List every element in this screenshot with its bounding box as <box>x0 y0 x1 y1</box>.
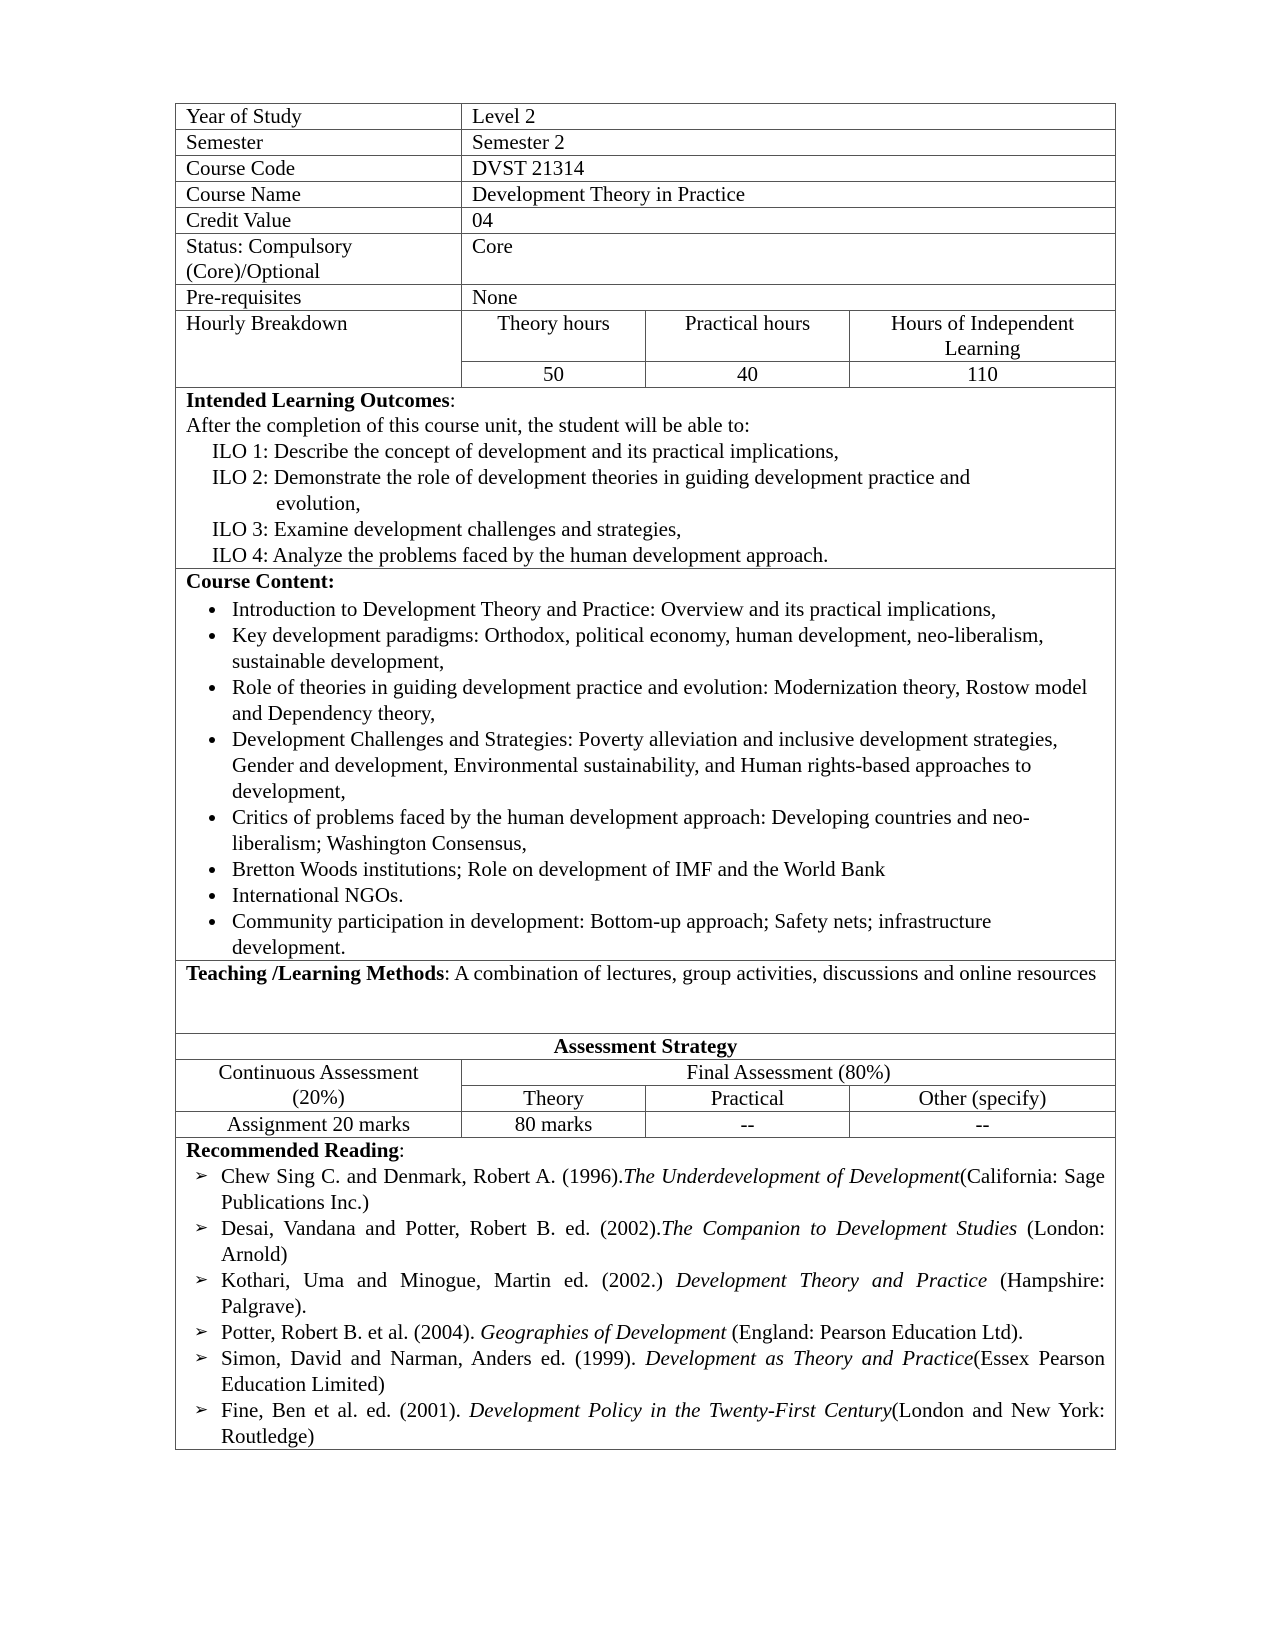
value-practical-hours: 40 <box>646 362 850 388</box>
label-status-line2: (Core)/Optional <box>186 259 321 283</box>
ilo-item: ILO 3: Examine development challenges and strategies, <box>212 517 682 541</box>
label-prereq: Pre-requisites <box>176 285 462 311</box>
arrow-bullet-icon: ➢ <box>194 1270 209 1290</box>
arrow-bullet-icon: ➢ <box>194 1400 209 1420</box>
value-code: DVST 21314 <box>462 156 1116 182</box>
label-hourly: Hourly Breakdown <box>176 311 462 388</box>
label-semester: Semester <box>176 130 462 156</box>
final-theory-value: 80 marks <box>462 1112 646 1138</box>
value-theory-hours: 50 <box>462 362 646 388</box>
list-item: • Role of theories in guiding development practice and evolution: Modernization theory, Rostow model and Dependency theory, <box>228 674 1105 726</box>
value-independent-hours: 110 <box>850 362 1116 388</box>
row-assessment-headers <box>176 1060 1116 1086</box>
continuous-assessment-line1: Continuous Assessment <box>218 1060 419 1084</box>
row-reading <box>176 1138 1116 1450</box>
label-status <box>176 234 462 285</box>
row-prereq <box>176 285 1116 311</box>
final-practical-header: Practical <box>646 1086 850 1112</box>
list-item: ➢ Desai, Vandana and Potter, Robert B. ed. (2002).The Companion to Development Studies (London: Arnold) <box>194 1216 1105 1266</box>
continuous-assessment-header <box>176 1060 462 1112</box>
list-item: ➢ Kothari, Uma and Minogue, Martin ed. (2002.) Development Theory and Practice (Hampshire: Palgrave). <box>194 1268 1105 1318</box>
ilo-item: ILO 1: Describe the concept of development and its practical implications, <box>212 439 839 463</box>
value-credit: 04 <box>462 208 1116 234</box>
label-code: Course Code <box>176 156 462 182</box>
ilo-item: ILO 2: Demonstrate the role of development theories in guiding development practice and <box>212 465 971 489</box>
value-year: Level 2 <box>462 104 1116 130</box>
label-credit: Credit Value <box>176 208 462 234</box>
row-year <box>176 104 1116 130</box>
row-assessment-values <box>176 1112 1116 1138</box>
course-content-list <box>186 596 1105 960</box>
label-year: Year of Study <box>176 104 462 130</box>
list-item: • Community participation in development: Bottom-up approach; Safety nets; infrastructure development. <box>228 908 1105 960</box>
book-title: Development Theory and Practice <box>675 1268 988 1292</box>
value-semester: Semester 2 <box>462 130 1116 156</box>
final-practical-value: -- <box>646 1112 850 1138</box>
value-prereq: None <box>462 285 1116 311</box>
final-other-value: -- <box>850 1112 1116 1138</box>
book-title: Development Policy in the Twenty-First Century <box>469 1398 892 1422</box>
ilo-section: Intended Learning Outcomes: After the completion of this course unit, the student will be able to: ILO 1: Describe the concept of development and its practical implications, ILO 2: Demonstrate the role of development theories in guiding development practice and evolution, ILO 3: Examine development challenges and strategies, ILO 4: Analyze the problems faced by the human development approach. <box>176 388 1116 569</box>
row-hourly-headers <box>176 311 1116 362</box>
book-title: Geographies of Development <box>480 1320 727 1344</box>
row-credit <box>176 208 1116 234</box>
teaching-heading: Teaching /Learning Methods <box>186 961 445 985</box>
value-name: Development Theory in Practice <box>462 182 1116 208</box>
list-item: • Critics of problems faced by the human development approach: Developing countries and neo-liberalism; Washington Consensus, <box>228 804 1105 856</box>
value-status: Core <box>462 234 1116 285</box>
row-code <box>176 156 1116 182</box>
header-theory-hours: Theory hours <box>462 311 646 362</box>
final-theory-header: Theory <box>462 1086 646 1112</box>
arrow-bullet-icon: ➢ <box>194 1322 209 1342</box>
row-semester <box>176 130 1116 156</box>
final-assessment-header: Final Assessment (80%) <box>462 1060 1116 1086</box>
book-title: The Underdevelopment of Development <box>623 1164 960 1188</box>
course-content-section <box>176 569 1116 961</box>
list-item: • Development Challenges and Strategies: Poverty alleviation and inclusive development strategies, Gender and development, Environmental sustainability, and Human rights-based approaches to development, <box>228 726 1105 804</box>
header-practical-hours: Practical hours <box>646 311 850 362</box>
arrow-bullet-icon: ➢ <box>194 1166 209 1186</box>
list-item: • Bretton Woods institutions; Role on development of IMF and the World Bank <box>228 856 1105 882</box>
row-assessment-heading <box>176 1034 1116 1060</box>
list-item: • Key development paradigms: Orthodox, political economy, human development, neo-liberalism, sustainable development, <box>228 622 1105 674</box>
reading-heading: Recommended Reading <box>186 1138 399 1162</box>
list-item: ➢ Potter, Robert B. et al. (2004). Geographies of Development (England: Pearson Education Ltd). <box>194 1320 1024 1344</box>
reading-list <box>186 1163 1105 1449</box>
course-spec-table <box>175 103 1116 1450</box>
list-item: ➢ Chew Sing C. and Denmark, Robert A. (1996).The Underdevelopment of Development(California: Sage Publications Inc.) <box>194 1164 1105 1214</box>
final-other-header: Other (specify) <box>850 1086 1116 1112</box>
row-teaching <box>176 961 1116 1034</box>
arrow-bullet-icon: ➢ <box>194 1218 209 1238</box>
reading-section: Recommended Reading: ➢ Chew Sing C. and Denmark, Robert A. (1996).The Underdevelopment of Development(California: Sage Publications Inc.) ➢ Desai, Vandana and Potter, Robert B. ed. (2002).The Companion to Development Studies (London: Arnold) ➢ Kothari, Uma and Minogue, Martin ed. (2002.) Development Theory and Practice (Hampshire: Palgrave). ➢ Potter, Robert B. et al. (2004). Geographies of Development (England: Pearson Education Ltd). ➢ Simon, David and Narman, Anders ed. (1999). Development as Theory and Practice(Essex Pearson Education Limited) ➢ Fine, Ben et al. ed. (2001). Development Policy in the Twenty-First Century(London and New York: Routledge) <box>176 1138 1116 1450</box>
continuous-assessment-value: Assignment 20 marks <box>176 1112 462 1138</box>
row-status <box>176 234 1116 285</box>
label-status-line1: Status: Compulsory <box>186 234 353 258</box>
ilo-item-continuation: evolution, <box>276 491 361 515</box>
book-title: Development as Theory and Practice <box>645 1346 974 1370</box>
list-item: ➢ Fine, Ben et al. ed. (2001). Development Policy in the Twenty-First Century(London and New York: Routledge) <box>194 1398 1105 1448</box>
course-spec-page <box>175 103 1115 1450</box>
assessment-heading: Assessment Strategy <box>176 1034 1116 1060</box>
ilo-item: ILO 4: Analyze the problems faced by the human development approach. <box>212 543 829 567</box>
row-ilo <box>176 388 1116 569</box>
ilo-heading: Intended Learning Outcomes <box>186 388 450 412</box>
ilo-intro: After the completion of this course unit, the student will be able to: <box>186 413 750 437</box>
header-independent-hours: Hours of Independent Learning <box>850 311 1116 362</box>
arrow-bullet-icon: ➢ <box>194 1348 209 1368</box>
course-content-heading: Course Content: <box>186 569 335 593</box>
continuous-assessment-line2: (20%) <box>292 1085 345 1109</box>
row-course-content <box>176 569 1116 961</box>
teaching-section <box>176 961 1116 1034</box>
list-item: ➢ Simon, David and Narman, Anders ed. (1999). Development as Theory and Practice(Essex Pearson Education Limited) <box>194 1346 1105 1396</box>
row-name <box>176 182 1116 208</box>
book-title: The Companion to Development Studies <box>661 1216 1018 1240</box>
list-item: • International NGOs. <box>228 882 1105 908</box>
list-item: • Introduction to Development Theory and Practice: Overview and its practical implications, <box>228 596 1105 622</box>
label-name: Course Name <box>176 182 462 208</box>
teaching-text: : A combination of lectures, group activities, discussions and online resources <box>444 961 1097 985</box>
